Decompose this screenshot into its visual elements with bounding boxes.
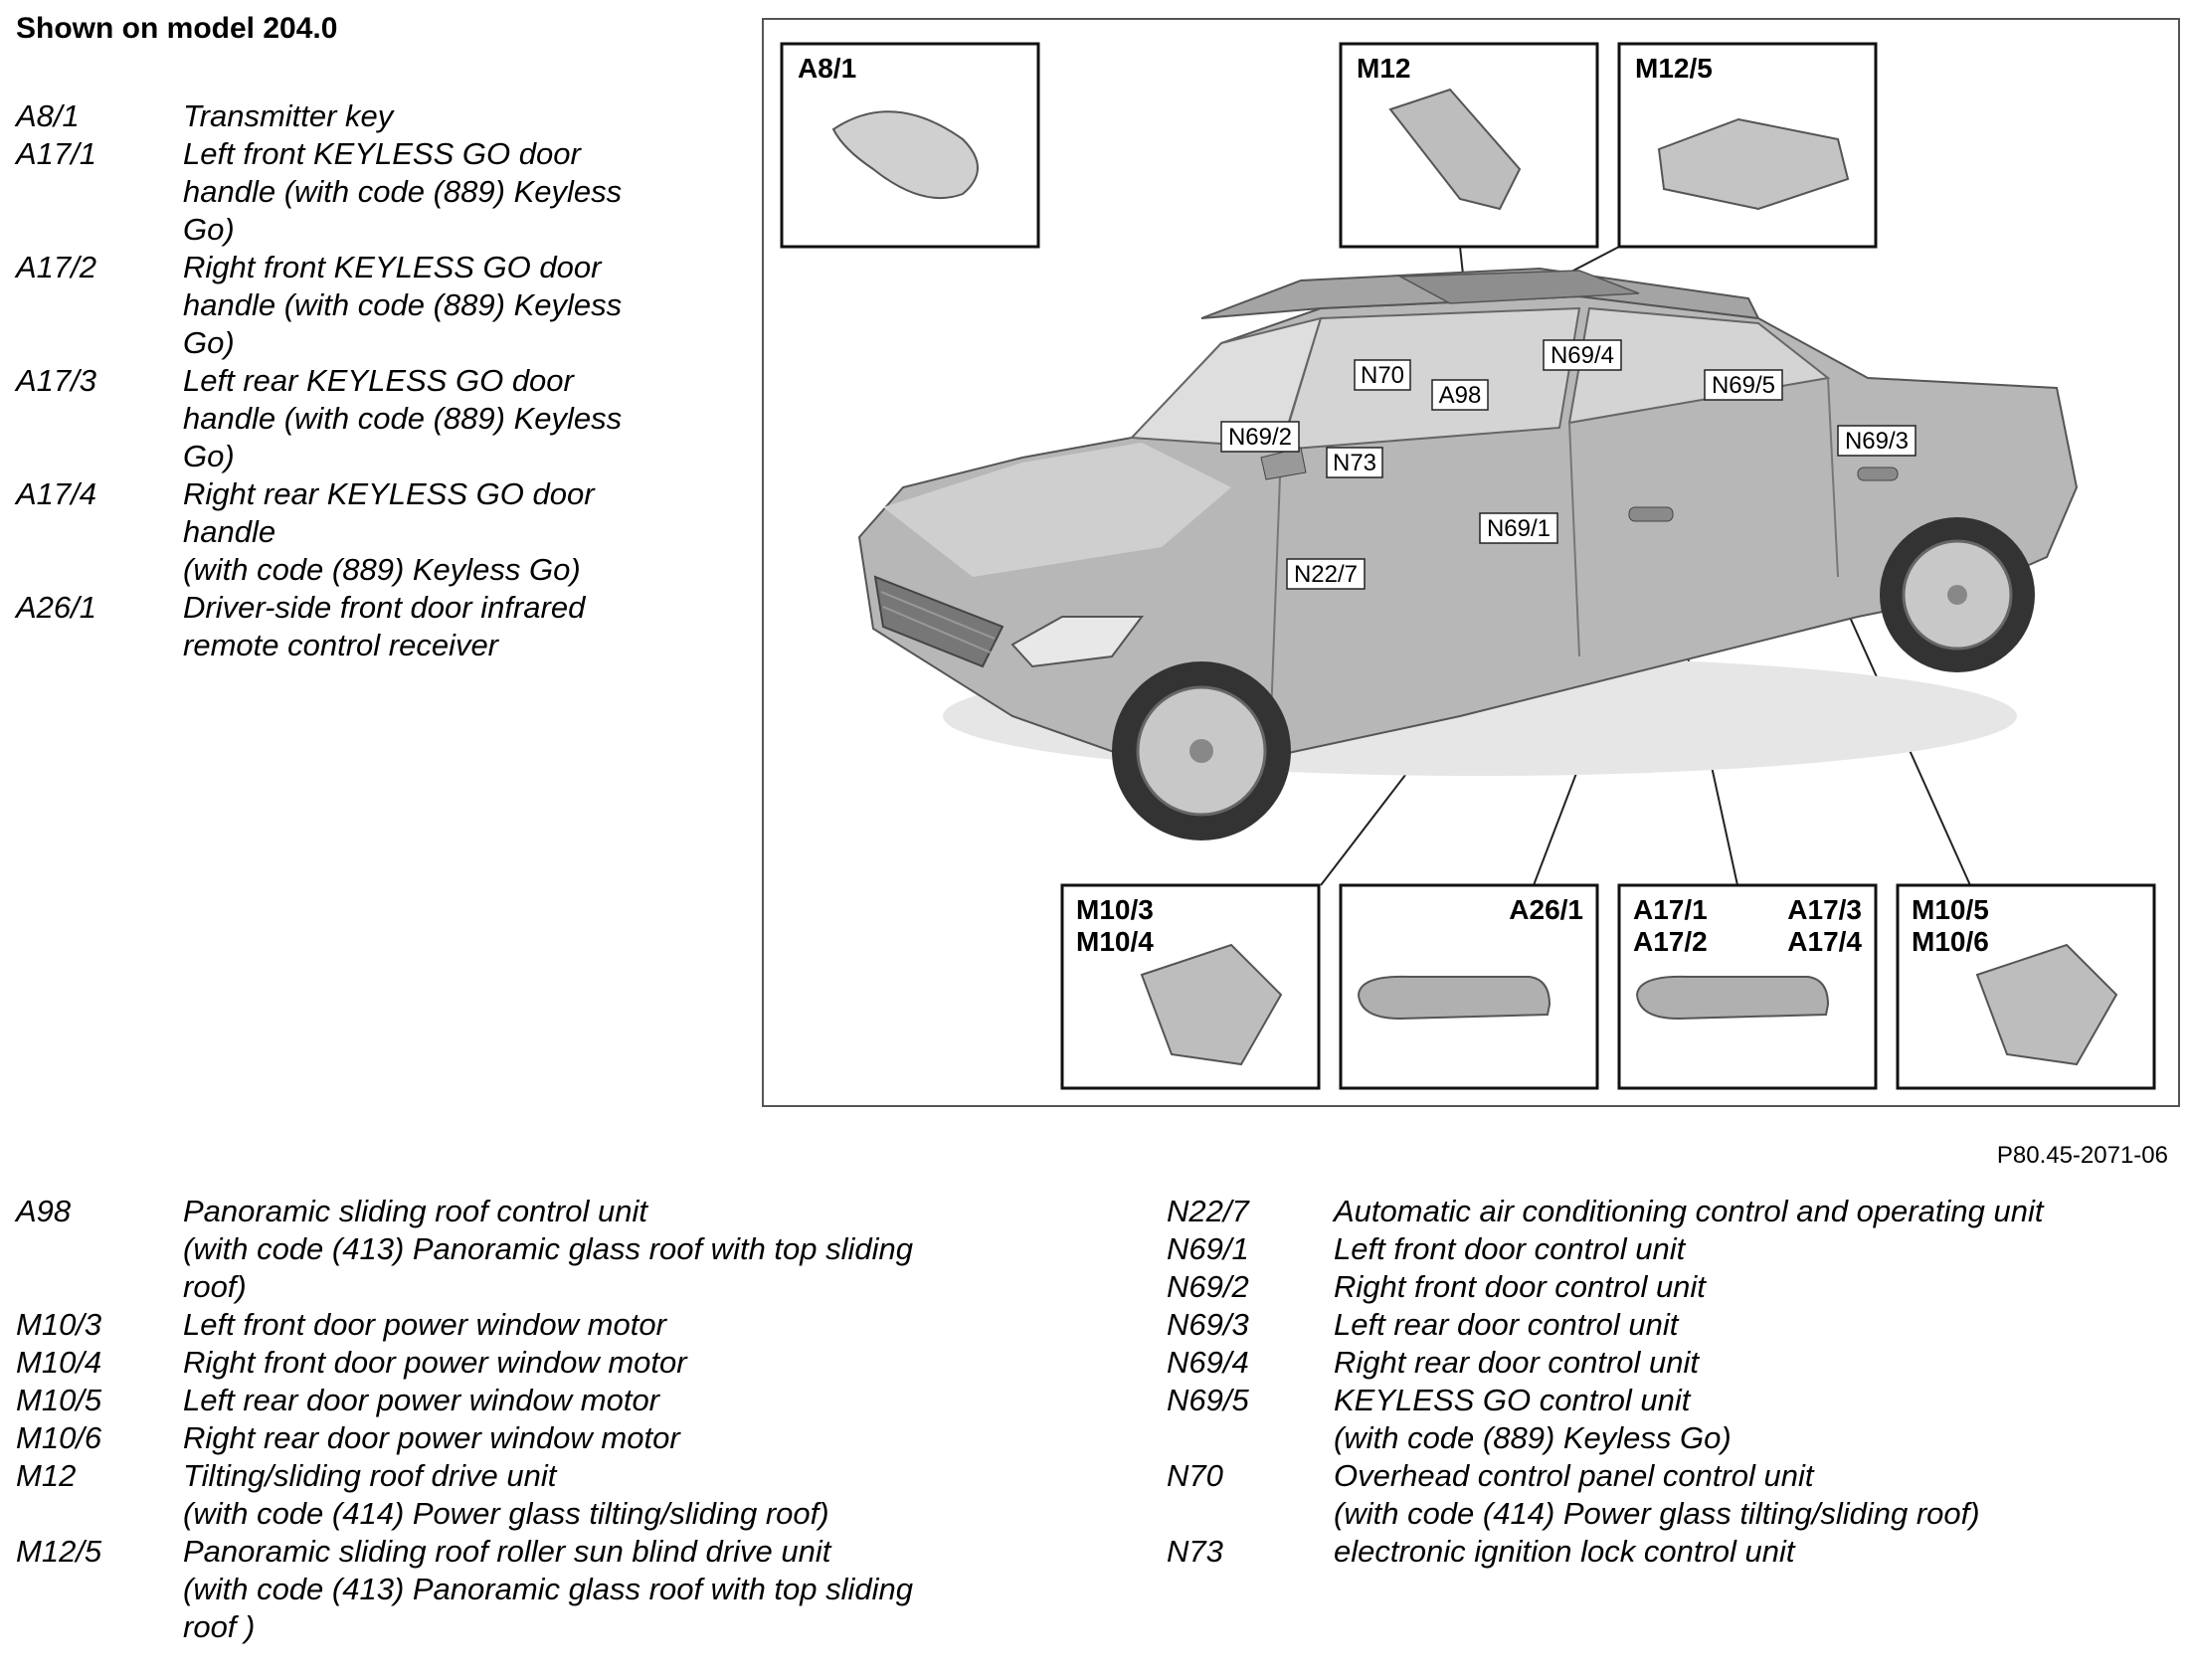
legend-description-line: handle (with code (889) Keyless xyxy=(183,401,623,436)
legend-entry xyxy=(1167,1193,2181,1230)
legend-description xyxy=(183,589,692,664)
legend-description-line: roof) xyxy=(183,1269,247,1304)
legend-description xyxy=(183,475,692,589)
callout-n22-7-text: N22/7 xyxy=(1293,561,1359,588)
legend-code: A17/1 xyxy=(16,136,97,171)
legend-description-line: (with code (889) Keyless Go) xyxy=(1334,1420,1732,1455)
legend-entry xyxy=(16,1306,1010,1344)
callout-n69-3 xyxy=(1838,426,1916,456)
legend-code: M10/3 xyxy=(16,1307,102,1342)
legend-code: A17/4 xyxy=(16,476,97,511)
legend-description xyxy=(1334,1268,2181,1306)
legend-entry xyxy=(16,249,692,362)
callout-n69-1-text: N69/1 xyxy=(1486,515,1551,542)
legend-description xyxy=(183,1457,1010,1533)
legend-description xyxy=(183,1533,1010,1646)
legend-description-line: Left rear KEYLESS GO door xyxy=(183,363,574,398)
callout-a98 xyxy=(1432,380,1488,410)
legend-description-line: roof ) xyxy=(183,1609,256,1644)
legend-description-line: electronic ignition lock control unit xyxy=(1334,1534,1795,1569)
legend-entry xyxy=(16,475,692,589)
legend-description xyxy=(183,1382,1010,1419)
legend-description-line: Overhead control panel control unit xyxy=(1334,1458,1814,1493)
legend-description xyxy=(1334,1230,2181,1268)
inset-m10-5-label: M10/5 xyxy=(1912,894,1989,925)
legend-entry xyxy=(16,97,692,135)
legend-description-line: Left front KEYLESS GO door xyxy=(183,136,581,171)
legend-description xyxy=(1334,1344,2181,1382)
legend-description-line: Go) xyxy=(183,212,235,247)
legend-description-line: handle (with code (889) Keyless xyxy=(183,174,623,209)
legend-description xyxy=(183,249,692,362)
legend-code: N22/7 xyxy=(1167,1194,1249,1228)
inset-a17-4-label: A17/4 xyxy=(1787,926,1862,957)
legend-description-line: handle xyxy=(183,514,276,549)
legend-entry xyxy=(1167,1230,2181,1268)
legend-entry xyxy=(1167,1344,2181,1382)
legend-description-line: Automatic air conditioning control and operating unit xyxy=(1334,1194,2044,1228)
legend-entry xyxy=(16,135,692,249)
legend-code: M10/5 xyxy=(16,1383,102,1417)
legend-description xyxy=(1334,1533,2181,1571)
legend-description xyxy=(183,135,692,249)
inset-a26-1 xyxy=(1341,885,1597,1088)
legend-description-line: Tilting/sliding roof drive unit xyxy=(183,1458,557,1493)
callout-n69-2-text: N69/2 xyxy=(1227,424,1293,451)
legend-entry xyxy=(16,589,692,664)
figure-reference: P80.45-2071-06 xyxy=(1996,1142,2168,1169)
inset-m12 xyxy=(1341,44,1597,247)
a26-1-handle-shape xyxy=(1359,977,1550,1019)
legend-entry xyxy=(1167,1457,2181,1533)
callout-n70 xyxy=(1355,360,1410,390)
legend-description-line: Right front KEYLESS GO door xyxy=(183,250,602,284)
legend-code: A26/1 xyxy=(16,590,97,625)
legend-code: N69/3 xyxy=(1167,1307,1249,1342)
callout-n22-7 xyxy=(1287,559,1365,589)
front-wheel-hub xyxy=(1189,739,1213,763)
legend-entry xyxy=(1167,1382,2181,1457)
legend-description-line: (with code (414) Power glass tilting/sliding roof) xyxy=(1334,1496,1980,1531)
legend-description xyxy=(183,1306,1010,1344)
legend-description-line: Go) xyxy=(183,439,235,473)
callout-n69-1 xyxy=(1480,513,1557,543)
inset-a17-1-label: A17/1 xyxy=(1633,894,1708,925)
legend-code: A98 xyxy=(16,1194,72,1228)
legend-description-line: remote control receiver xyxy=(183,628,499,662)
inset-m10-3-4 xyxy=(1062,885,1319,1088)
legend-bottom-left xyxy=(16,1193,1010,1646)
legend-description-line: Left front door control unit xyxy=(1334,1231,1686,1266)
legend-code: N70 xyxy=(1167,1458,1223,1493)
legend-description xyxy=(1334,1306,2181,1344)
front-door-handle xyxy=(1629,507,1673,521)
inset-a17-2-label: A17/2 xyxy=(1633,926,1708,957)
page-heading: Shown on model 204.0 xyxy=(16,12,338,45)
legend-description-line: Left front door power window motor xyxy=(183,1307,666,1342)
legend-code: N69/1 xyxy=(1167,1231,1249,1266)
inset-a8-1 xyxy=(782,44,1038,247)
car-illustration xyxy=(859,269,2077,840)
legend-entry xyxy=(1167,1306,2181,1344)
component-location-diagram xyxy=(762,18,2180,1107)
legend-code: N73 xyxy=(1167,1534,1223,1569)
legend-description xyxy=(183,1193,1010,1306)
inset-m12-5-label: M12/5 xyxy=(1635,53,1713,84)
legend-entry xyxy=(16,1533,1010,1646)
legend-description-line: (with code (414) Power glass tilting/sliding roof) xyxy=(183,1496,829,1531)
inset-m10-3-label: M10/3 xyxy=(1076,894,1154,925)
legend-description-line: Left rear door control unit xyxy=(1334,1307,1679,1342)
legend-description-line: handle (with code (889) Keyless xyxy=(183,287,623,322)
callout-a98-text: A98 xyxy=(1438,382,1482,409)
legend-description xyxy=(1334,1382,2181,1457)
legend-description-line: Left rear door power window motor xyxy=(183,1383,660,1417)
legend-description-line: Right front door power window motor xyxy=(183,1345,687,1380)
inset-a26-1-label: A26/1 xyxy=(1509,894,1583,925)
callout-n70-text: N70 xyxy=(1360,362,1405,389)
legend-code: A17/2 xyxy=(16,250,97,284)
legend-description-line: KEYLESS GO control unit xyxy=(1334,1383,1691,1417)
callout-n69-5-text: N69/5 xyxy=(1711,372,1776,399)
inset-a17-3-label: A17/3 xyxy=(1787,894,1862,925)
legend-description xyxy=(183,97,692,135)
inset-a8-1-label: A8/1 xyxy=(798,53,857,84)
legend-description-line: Panoramic sliding roof control unit xyxy=(183,1194,647,1228)
legend-entry xyxy=(16,1344,1010,1382)
inset-m10-6-label: M10/6 xyxy=(1912,926,1989,957)
legend-code: A17/3 xyxy=(16,363,97,398)
callout-n69-4-text: N69/4 xyxy=(1550,342,1615,369)
rear-wheel-hub xyxy=(1947,585,1967,605)
legend-entry xyxy=(1167,1268,2181,1306)
legend-description xyxy=(1334,1457,2181,1533)
rear-door-handle xyxy=(1858,467,1898,480)
legend-top-left xyxy=(16,97,692,664)
legend-description-line: Driver-side front door infrared xyxy=(183,590,586,625)
legend-description-line: (with code (889) Keyless Go) xyxy=(183,552,581,587)
inset-m12-label: M12 xyxy=(1357,53,1411,84)
legend-description-line: Right rear KEYLESS GO door xyxy=(183,476,595,511)
legend-description-line: (with code (413) Panoramic glass roof with top sliding xyxy=(183,1231,914,1266)
inset-m12-5 xyxy=(1619,44,1876,247)
callout-n69-3-text: N69/3 xyxy=(1844,428,1910,455)
legend-entry xyxy=(16,362,692,475)
legend-description-line: Panoramic sliding roof roller sun blind drive unit xyxy=(183,1534,831,1569)
a17-handle-shape xyxy=(1637,977,1828,1019)
legend-code: M12 xyxy=(16,1458,77,1493)
legend-code: M12/5 xyxy=(16,1534,102,1569)
legend-code: M10/6 xyxy=(16,1420,102,1455)
legend-code: A8/1 xyxy=(16,98,80,133)
diagram-svg xyxy=(764,20,2178,1105)
callout-n73-text: N73 xyxy=(1332,450,1377,476)
legend-entry xyxy=(16,1382,1010,1419)
legend-description xyxy=(183,1419,1010,1457)
legend-description-line: Right front door control unit xyxy=(1334,1269,1706,1304)
legend-code: M10/4 xyxy=(16,1345,102,1380)
inset-a17 xyxy=(1619,885,1876,1088)
legend-description xyxy=(183,1344,1010,1382)
legend-code: N69/2 xyxy=(1167,1269,1249,1304)
legend-description-line: Right rear door control unit xyxy=(1334,1345,1700,1380)
inset-m10-5-6 xyxy=(1898,885,2154,1088)
legend-entry xyxy=(16,1457,1010,1533)
legend-description-line: Go) xyxy=(183,325,235,360)
callout-n69-5 xyxy=(1705,370,1782,400)
callout-n73 xyxy=(1327,448,1382,477)
legend-entry xyxy=(16,1419,1010,1457)
car-front-window xyxy=(1281,308,1579,450)
legend-code: N69/5 xyxy=(1167,1383,1249,1417)
legend-entry xyxy=(1167,1533,2181,1571)
legend-entry xyxy=(16,1193,1010,1306)
callout-n69-2 xyxy=(1221,422,1299,452)
legend-description-line: (with code (413) Panoramic glass roof with top sliding xyxy=(183,1572,914,1606)
legend-bottom-right xyxy=(1167,1193,2181,1571)
legend-description-line: Right rear door power window motor xyxy=(183,1420,680,1455)
legend-code: N69/4 xyxy=(1167,1345,1249,1380)
legend-description xyxy=(1334,1193,2181,1230)
legend-description xyxy=(183,362,692,475)
inset-m10-4-label: M10/4 xyxy=(1076,926,1154,957)
callout-n69-4 xyxy=(1544,340,1621,370)
legend-description-line: Transmitter key xyxy=(183,98,394,133)
